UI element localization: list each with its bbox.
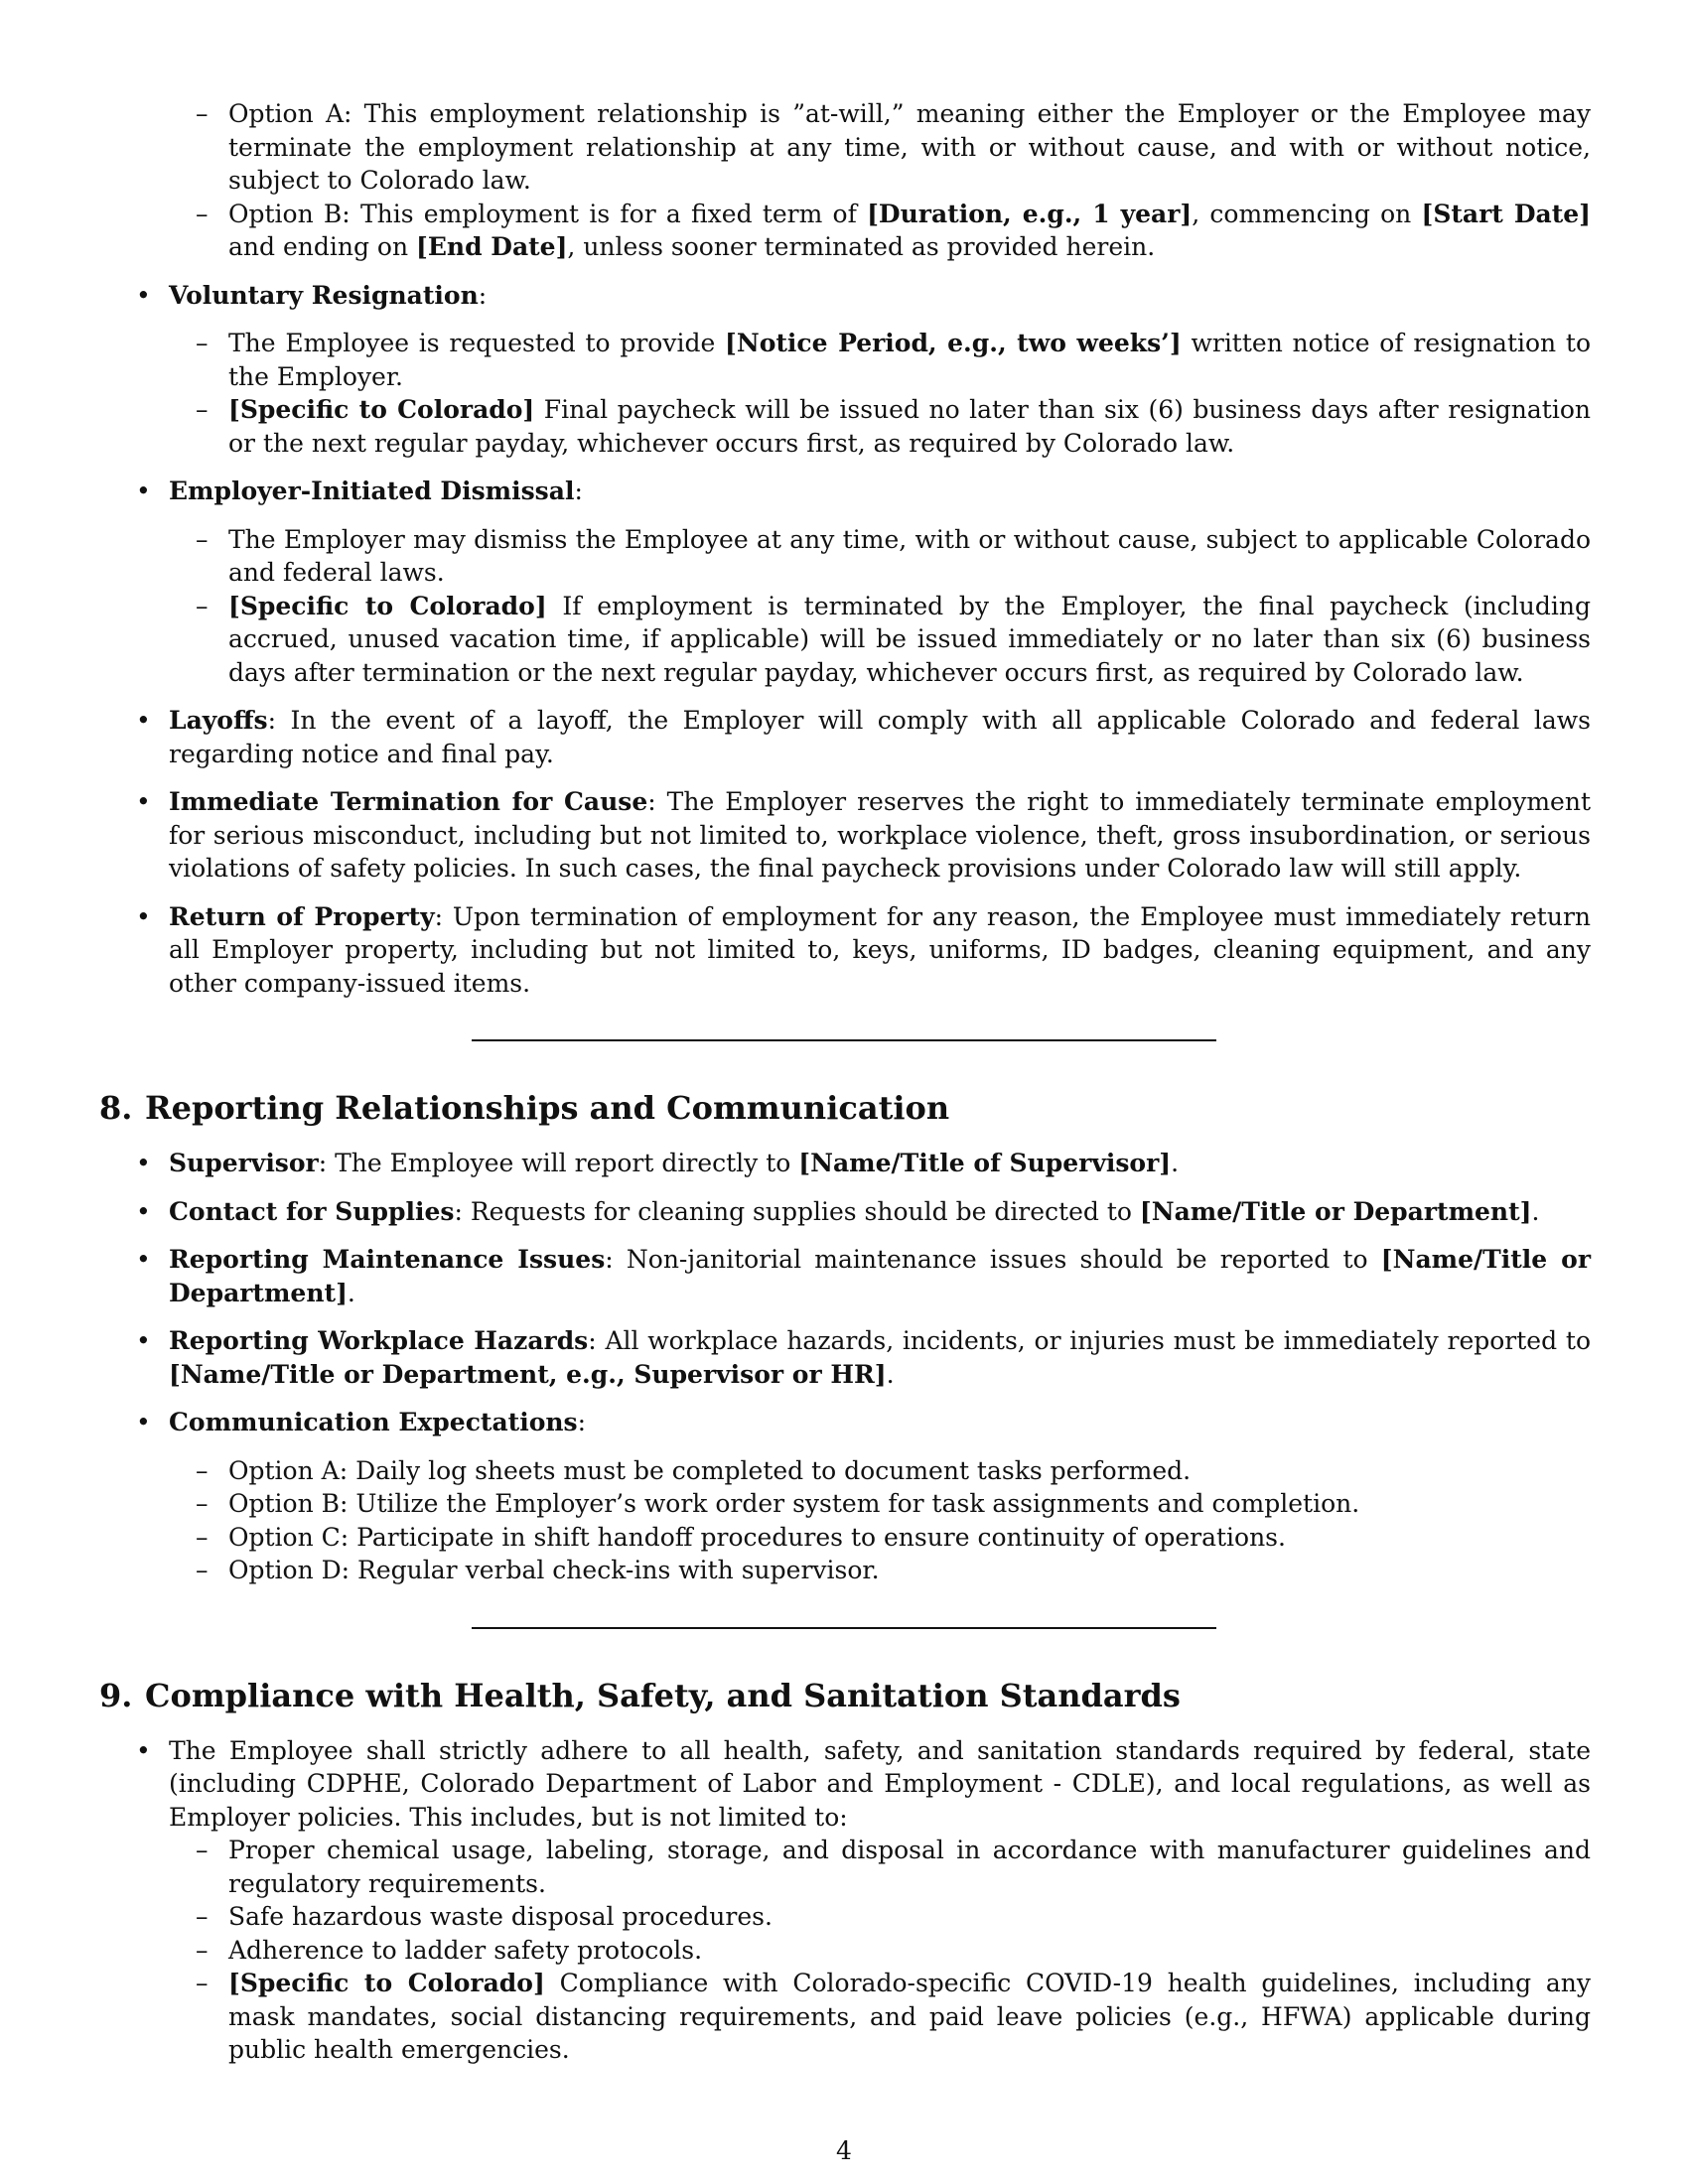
voluntary-resignation-items (169, 327, 1591, 460)
hazards-placeholder: [Name/Title or Department, e.g., Supervisor or HR] (169, 1359, 887, 1389)
bullet-text: : Requests for cleaning supplies should be directed to (454, 1196, 1140, 1226)
bullet-text: : In the event of a layoff, the Employer will comply with all applicable Colorado and federal laws regarding notice and final pay. (169, 706, 1591, 768)
bullet-text: : (478, 280, 488, 310)
bullet-text: : The Employer reserves the right to immediately terminate employment for serious misconduct, including but not limited to, workplace violence, theft, gross insubordination, or serious violations of safety policies. In such cases, the final paycheck provisions under Colorado law will still apply. (169, 787, 1591, 883)
bullet-text: : Non-janitorial maintenance issues should be reported to (605, 1245, 1381, 1274)
page-number: 4 (836, 2136, 852, 2165)
immediate-termination (99, 785, 1591, 886)
bullet-text: : (577, 1408, 587, 1436)
bullet-label: Supervisor (169, 1149, 319, 1177)
employer-dismissal (99, 475, 1591, 689)
return-of-property (99, 900, 1591, 1001)
list-item: – Option B: Utilize the Employer’s work order system for task assignments and completion. (99, 1487, 1591, 1521)
maintenance-placeholder: [Name/Title or Department] (169, 1245, 1591, 1307)
item-text: written notice of resignation to the Employer. (228, 329, 1592, 391)
reporting-list (99, 1147, 1591, 1587)
section-divider (472, 1627, 1216, 1629)
bullet-label: Contact for Supplies (169, 1196, 455, 1226)
supervisor-placeholder: [Name/Title of Supervisor] (798, 1149, 1172, 1177)
section-title: Reporting Relationships and Communication (145, 1089, 950, 1127)
bullet-label: Reporting Workplace Hazards (169, 1326, 589, 1355)
section-9-heading (99, 1677, 1591, 1714)
bullet-label: Immediate Termination for Cause (169, 787, 648, 816)
item-text: Final paycheck will be issued no later than six (6) business days after resignation or the next regular payday, whichever occurs first, as required by Colorado law. (228, 395, 1591, 458)
bullet-label: Voluntary Resignation (169, 280, 479, 310)
list-item: – Option C: Participate in shift handoff procedures to ensure continuity of operations. (99, 1521, 1591, 1555)
termination-list (99, 279, 1591, 1001)
compliance-items (169, 1834, 1591, 2067)
bullet-text: . (1171, 1149, 1180, 1177)
list-item: – Option D: Regular verbal check-ins with supervisor. (99, 1554, 1591, 1587)
section-8-heading (99, 1089, 1591, 1127)
compliance-standards (99, 1734, 1591, 2067)
option-b-text: , unless sooner terminated as provided herein. (567, 232, 1156, 261)
colorado-tag: [Specific to Colorado] (228, 591, 547, 620)
list-item: – Option A: Daily log sheets must be completed to document tasks performed. (99, 1454, 1591, 1488)
workplace-hazards (99, 1324, 1591, 1391)
compliance-list (99, 1734, 1591, 2067)
communication-expectations (99, 1406, 1591, 1587)
list-item: – Proper chemical usage, labeling, storage, and disposal in accordance with manufacturer guidelines and regulatory requirements. (99, 1834, 1591, 1900)
end-date-placeholder: [End Date] (416, 232, 568, 261)
supervisor (99, 1147, 1591, 1180)
section-number: 9. (99, 1676, 133, 1714)
layoffs (99, 704, 1591, 770)
bullet-text: . (347, 1278, 355, 1307)
list-item (99, 393, 1591, 460)
list-item: – The Employer may dismiss the Employee at any time, with or without cause, subject to applicable Colorado and federal laws. (99, 523, 1591, 590)
option-a-at-will: – Option A: This employment relationship is ”at-will,” meaning either the Employer or the Employee may terminate the employment relationship at any time, with or without cause, and with or without notice, subject to Colorado law. (99, 97, 1591, 198)
supplies-placeholder: [Name/Title or Department] (1139, 1196, 1532, 1226)
duration-placeholder: [Duration, e.g., 1 year] (867, 199, 1193, 228)
list-item (99, 1967, 1591, 2067)
bullet-label: Communication Expectations (169, 1408, 578, 1436)
option-b-text: , commencing on (1192, 199, 1422, 228)
maintenance-issues (99, 1243, 1591, 1309)
item-text: The Employee is requested to provide (228, 329, 726, 357)
bullet-label: Reporting Maintenance Issues (169, 1245, 606, 1274)
list-item (99, 590, 1591, 690)
option-b-text: Option B: This employment is for a fixed term of (228, 199, 868, 228)
bullet-text: : The Employee will report directly to (318, 1149, 799, 1177)
section-divider (472, 1039, 1216, 1041)
bullet-text: The Employee shall strictly adhere to all health, safety, and sanitation standards required by federal, state (including CDPHE, Colorado Department of Labor and Employment - CDLE), and local regulations, as well as Employer policies. This includes, but is not limited to: (169, 1735, 1591, 1832)
contact-for-supplies (99, 1195, 1591, 1229)
list-item: – Safe hazardous waste disposal procedures. (99, 1900, 1591, 1934)
section-title: Compliance with Health, Safety, and Sanitation Standards (145, 1676, 1181, 1714)
bullet-label: Return of Property (169, 901, 435, 931)
bullet-text: : All workplace hazards, incidents, or injuries must be immediately reported to (588, 1326, 1591, 1355)
dismissal-items (169, 523, 1591, 690)
item-text: Compliance with Colorado-specific COVID-19 health guidelines, including any mask mandates, social distancing requirements, and paid leave policies (e.g., HFWA) applicable during public health emergencies. (228, 1969, 1591, 2064)
colorado-tag: [Specific to Colorado] (228, 395, 535, 424)
bullet-label: Layoffs (169, 706, 268, 735)
section-number: 8. (99, 1089, 133, 1127)
notice-period-placeholder: [Notice Period, e.g., two weeks’] (725, 329, 1182, 357)
colorado-tag: [Specific to Colorado] (228, 1969, 545, 1997)
bullet-text: . (886, 1359, 895, 1389)
bullet-label: Employer-Initiated Dismissal (169, 477, 575, 505)
bullet-text: : Upon termination of employment for any reason, the Employee must immediately return all Employer property, including but not limited to, keys, uniforms, ID badges, cleaning equipment, and any other company-issued items. (169, 901, 1591, 998)
bullet-text: : (574, 477, 583, 505)
list-item (99, 327, 1591, 393)
list-item: – Adherence to ladder safety protocols. (99, 1934, 1591, 1968)
item-text: If employment is terminated by the Employer, the final paycheck (including accrued, unused vacation time, if applicable) will be issued immediately or no later than six (6) business days after termination or the next regular payday, whichever occurs first, as required by Colorado law. (228, 591, 1591, 687)
option-b-fixed-term (99, 198, 1591, 264)
employment-term-options (99, 97, 1591, 264)
communication-options (169, 1454, 1591, 1587)
bullet-text: . (1531, 1196, 1540, 1226)
start-date-placeholder: [Start Date] (1421, 199, 1591, 228)
voluntary-resignation (99, 279, 1591, 461)
option-b-text: and ending on (228, 232, 417, 261)
page-content (99, 97, 1591, 2082)
